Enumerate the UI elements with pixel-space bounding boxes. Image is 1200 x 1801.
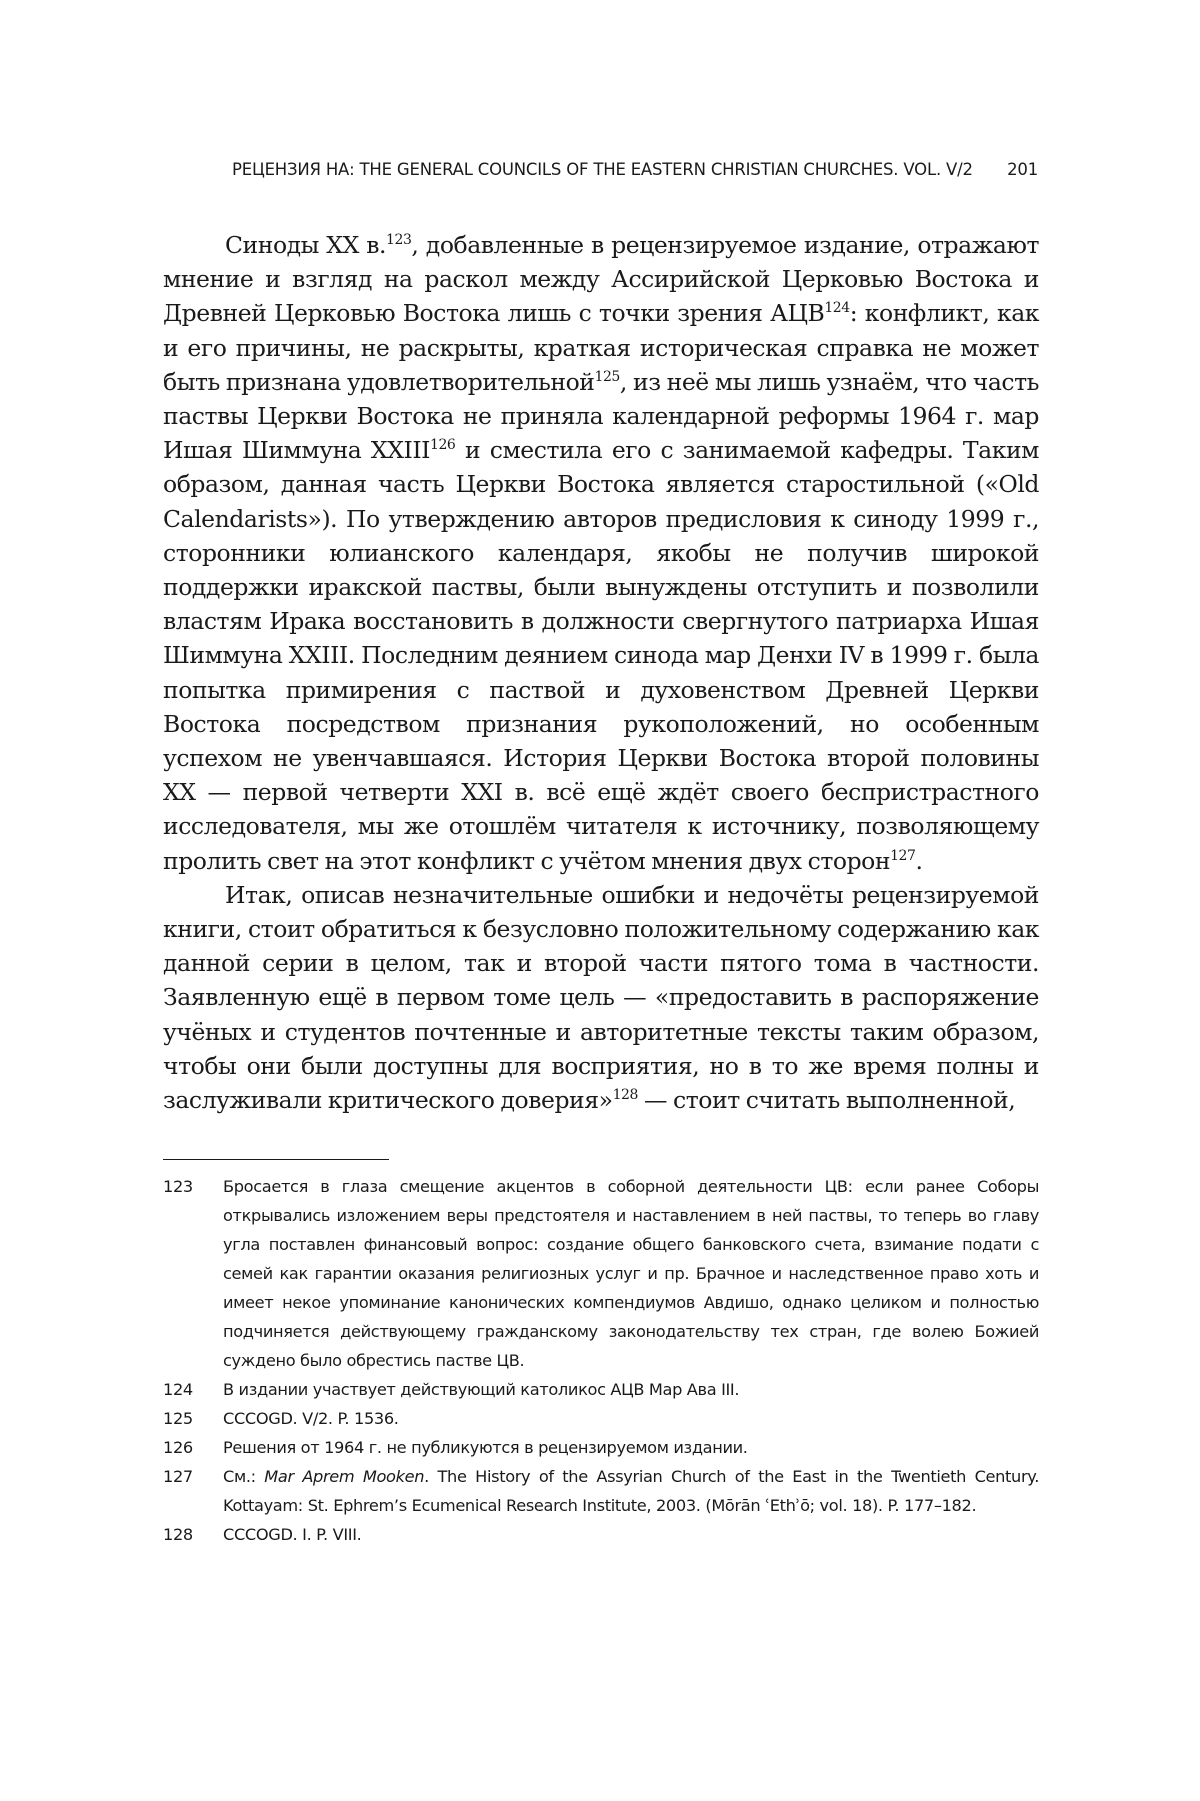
page-number: 201 bbox=[1007, 160, 1038, 179]
footnote-ref: 123 bbox=[386, 232, 412, 248]
paragraph-2 bbox=[163, 878, 1039, 1117]
footnote-ref: 126 bbox=[430, 437, 456, 454]
footnote-text: В издании участвует действующий католикос АЦВ Мар Ава III. bbox=[223, 1380, 740, 1399]
text-run: Итак, описав незначительные ошибки и недочёты рецензируемой книги, стоит обратиться к безусловно положительному содержанию как данной серии в целом, так и второй части пятого тома в частности. Заявленную ещё в первом томе цель — «предоставить в распоряжение учёных и студентов почтенные и авторитетные тексты таким образом, чтобы они были доступны для восприятия, но в то же время полны и заслуживали критического доверия» bbox=[163, 880, 1039, 1115]
footnote-text: CCCOGD. V/2. P. 1536. bbox=[223, 1409, 399, 1428]
footnote-ref: 124 bbox=[824, 300, 850, 317]
footnote-number: 128 bbox=[163, 1525, 193, 1544]
footnote-ref: 125 bbox=[594, 368, 620, 385]
footnote-128 bbox=[163, 1520, 1039, 1549]
footnote-text: Решения от 1964 г. не публикуются в рецензируемом издании. bbox=[223, 1438, 748, 1457]
running-title: РЕЦЕНЗИЯ НА: THE GENERAL COUNCILS OF THE EASTERN CHRISTIAN CHURCHES. VOL. V/2 bbox=[232, 160, 973, 179]
text-run: — стоит считать выполненной, bbox=[637, 1086, 1016, 1115]
footnote-126 bbox=[163, 1433, 1039, 1462]
footnote-124 bbox=[163, 1375, 1039, 1404]
footnotes bbox=[163, 1172, 1039, 1549]
footnote-text bbox=[223, 1462, 1039, 1520]
footnote-ref: 128 bbox=[612, 1087, 638, 1104]
footnote-number: 125 bbox=[163, 1409, 193, 1428]
footnote-author: Mar Aprem Mooken bbox=[264, 1467, 425, 1486]
footnote-127 bbox=[163, 1462, 1039, 1520]
footnote-citation: . The History of the Assyrian Church of the East in the Twentieth Century. Kottayam: St. Ephrem’s Ecumenical Research Institute, 2003. (Mōrān ʿEthʾō; vol. 18). P. 177–182. bbox=[223, 1467, 1039, 1515]
text-run: , из неё мы лишь узнаём, что часть паствы Церкви Востока не приняла календарной реформы 1964 г. мар Ишая Шиммуна XXIII bbox=[163, 367, 1040, 465]
footnote-125 bbox=[163, 1404, 1039, 1433]
footnote-number: 127 bbox=[163, 1467, 193, 1486]
main-text bbox=[163, 228, 1039, 1117]
text-run: , добавленные в рецензируемое издание, отражают мнение и взгляд на раскол между Ассирийской Церковью Востока и Древней Церковью Востока лишь с точки зрения АЦВ bbox=[163, 231, 1040, 328]
footnote-prefix: См.: bbox=[223, 1467, 265, 1486]
paragraph-1 bbox=[163, 228, 1039, 878]
footnote-number: 126 bbox=[163, 1438, 193, 1457]
footnote-separator bbox=[163, 1159, 389, 1160]
footnote-ref: 127 bbox=[890, 847, 916, 864]
running-header bbox=[232, 160, 1038, 179]
text-run: и сместила его с занимаемой кафедры. Таким образом, данная часть Церкви Востока является старостильной («Old Calendarists»). По утверждению авторов предисловия к синоду 1999 г., сторонники юлианского календаря, якобы не получив широкой поддержки иракской паствы, были вынуждены отступить и позволили властям Ирака восстановить в должности свергнутого патриарха Ишая Шиммуна XXIII. Последним деянием синода мар Денхи IV в 1999 г. была попытка примирения с паствой и духовенством Древней Церкви Востока посредством признания рукоположений, но особенным успехом не увенчавшаяся. История Церкви Востока второй половины XX — первой четверти XXI в. всё ещё ждёт своего беспристрастного исследователя, мы же отошлём читателя к источнику, позволяющему пролить свет на этот конфликт с учётом мнения двух сторон bbox=[163, 436, 1039, 875]
footnote-number: 124 bbox=[163, 1380, 193, 1399]
text-run: Синоды XX в. bbox=[225, 231, 387, 259]
footnote-text: Бросается в глаза смещение акцентов в соборной деятельности ЦВ: если ранее Соборы открывались изложением веры предстоятеля и наставлением в ней паствы, то теперь во главу угла поставлен финансовый вопрос: создание общего банковского счета, взимание подати с семей как гарантии оказания религиозных услуг и пр. Брачное и наследственное право хоть и имеет некое упоминание канонических компендиумов Авдишо, однако целиком и полностью подчиняется действующему гражданскому законодательству тех стран, где волею Божией суждено было обрестись пастве ЦВ. bbox=[223, 1177, 1039, 1370]
text-run: . bbox=[915, 846, 923, 875]
footnote-number: 123 bbox=[163, 1177, 193, 1196]
text-run: : конфликт, как и его причины, не раскрыты, краткая историческая справка не может быть признана удовлетворительной bbox=[163, 299, 1040, 396]
footnote-text: CCCOGD. I. P. VIII. bbox=[223, 1525, 362, 1544]
footnote-123 bbox=[163, 1172, 1039, 1375]
